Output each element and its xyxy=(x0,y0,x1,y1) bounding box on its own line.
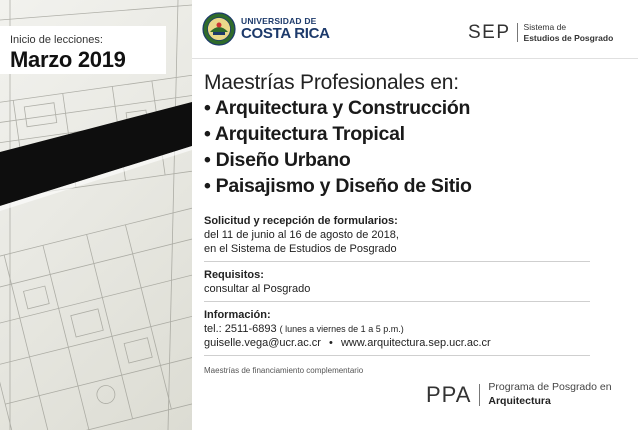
blueprint-panel xyxy=(0,0,192,430)
sep-name-line1: Sistema de xyxy=(523,22,567,32)
ucr-logo[interactable] xyxy=(202,12,330,46)
ucr-name-top: UNIVERSIDAD DE xyxy=(241,15,317,26)
ppa-name-line2: Arquitectura xyxy=(488,394,551,407)
solicitud-line1: del 11 de junio al 16 de agosto de 2018, xyxy=(204,229,399,241)
requisitos-title: Requisitos: xyxy=(204,269,264,281)
programs-heading: Maestrías Profesionales en: xyxy=(204,71,459,94)
section-divider xyxy=(204,261,590,262)
program-item: • Diseño Urbano xyxy=(204,149,351,171)
start-date: Marzo 2019 xyxy=(10,47,126,72)
start-date-box xyxy=(0,26,166,74)
solicitud-section xyxy=(204,214,399,256)
ucr-seal-icon xyxy=(202,12,236,46)
program-item: • Paisajismo y Diseño de Sitio xyxy=(204,175,472,197)
office-hours: ( lunes a viernes de 1 a 5 p.m.) xyxy=(279,324,404,334)
programs-list xyxy=(204,95,472,199)
program-item: • Arquitectura Tropical xyxy=(204,123,405,145)
solicitud-title: Solicitud y recepción de formularios: xyxy=(204,215,398,227)
header-divider xyxy=(192,58,638,59)
website-link[interactable]: www.arquitectura.sep.ucr.ac.cr xyxy=(340,337,491,349)
section-divider xyxy=(204,355,590,356)
requisitos-section xyxy=(204,268,310,296)
ppa-logo[interactable] xyxy=(426,381,612,408)
sep-abbr: SEP xyxy=(468,23,518,42)
ppa-name-line1: Programa de Posgrado en xyxy=(488,381,612,393)
program-item: • Arquitectura y Construcción xyxy=(204,97,471,119)
email-link[interactable]: guiselle.vega@ucr.ac.cr xyxy=(204,337,321,349)
separator-bullet: • xyxy=(329,337,333,349)
financing-note: Maestrías de financiamiento complementario xyxy=(204,366,364,375)
sep-name-line2: Estudios de Posgrado xyxy=(523,32,614,43)
phone-number[interactable]: tel.: 2511-6893 xyxy=(204,323,277,335)
section-divider xyxy=(204,301,590,302)
informacion-section xyxy=(204,308,491,350)
ucr-name-bottom: COSTA RICA xyxy=(241,25,330,43)
requisitos-text: consultar al Posgrado xyxy=(204,283,311,295)
sep-logo[interactable] xyxy=(468,22,613,43)
solicitud-line2: en el Sistema de Estudios de Posgrado xyxy=(204,243,397,255)
informacion-title: Información: xyxy=(204,309,271,321)
start-label: Inicio de lecciones: xyxy=(10,34,103,46)
ppa-abbr: PPA xyxy=(426,384,480,406)
